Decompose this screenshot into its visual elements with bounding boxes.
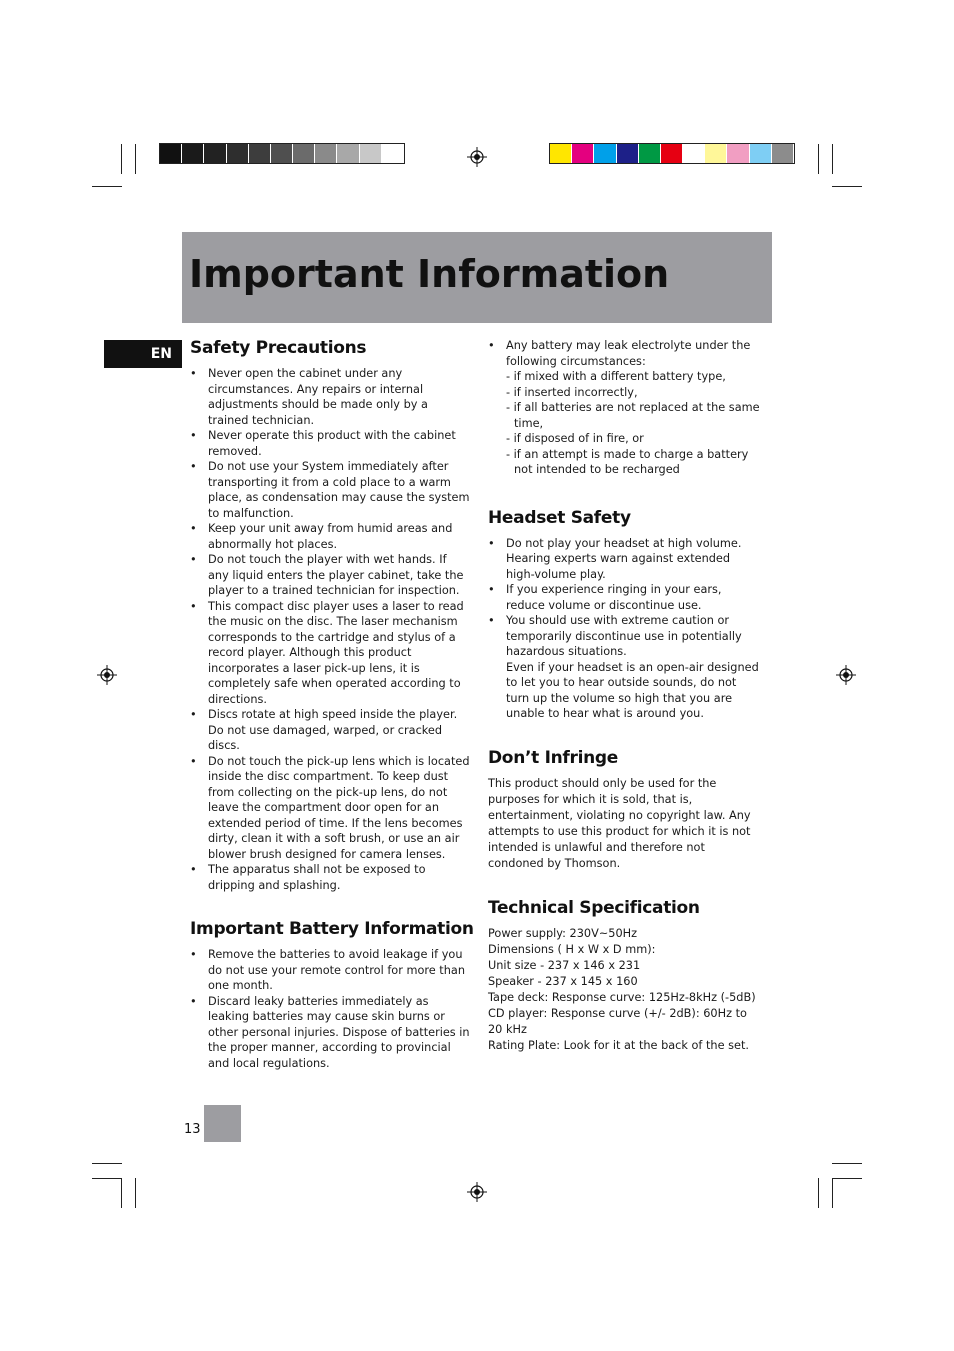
color-swatch xyxy=(617,144,639,163)
battery-list xyxy=(190,947,470,1071)
leak-condition: - if inserted incorrectly, xyxy=(506,385,638,399)
color-swatch xyxy=(705,144,727,163)
spec-line: Tape deck: Response curve: 125Hz-8kHz (-5dB) xyxy=(488,990,756,1004)
page-number: 13 xyxy=(184,1122,201,1137)
list-item: • The apparatus shall not be exposed to dripping and splashing. xyxy=(190,862,470,893)
spec-line: CD player: Response curve (+/- 2dB): 60Hz to xyxy=(488,1006,747,1020)
battery-leak-list xyxy=(488,338,762,478)
page-title: Important Information xyxy=(189,252,670,296)
list-item: • Discs rotate at high speed inside the player. Do not use damaged, warped, or cracked discs. xyxy=(190,707,470,754)
list-item: • Keep your unit away from humid areas and abnormally hot places. xyxy=(190,521,470,552)
list-item: • Remove the batteries to avoid leakage if you do not use your remote control for more than one month. xyxy=(190,947,470,994)
list-item: • Do not use your System immediately after transporting it from a cold place to a warm place, as condensation may cause the system to malfunction. xyxy=(190,459,470,521)
color-swatch xyxy=(772,144,794,163)
section-heading: Safety Precautions xyxy=(190,338,367,358)
color-swatch xyxy=(293,144,315,163)
battery-section xyxy=(190,919,474,1071)
color-swatch xyxy=(683,144,705,163)
list-item: • Never open the cabinet under any circumstances. Any repairs or internal adjustments should be made only by a trained technician. xyxy=(190,366,470,428)
leak-condition: - if an attempt is made to charge a battery xyxy=(506,447,749,461)
leak-condition: - if all batteries are not replaced at the same xyxy=(506,401,760,414)
language-tab: EN xyxy=(104,340,182,368)
leak-condition: - if mixed with a different battery type, xyxy=(506,370,726,383)
technical-specification-section xyxy=(488,898,762,1054)
list-item: • Never operate this product with the cabinet removed. xyxy=(190,428,470,459)
list-item: • You should use with extreme caution or temporarily discontinue use in potentially hazardous situations. Even if your headset is an open-air designed to let you to hear outside sounds, do not turn up the volume so high that you are unable to hear what is around you. xyxy=(488,613,762,722)
process-color-bar xyxy=(549,143,795,164)
spec-line: Speaker - 237 x 145 x 160 xyxy=(488,974,638,988)
dont-infringe-section xyxy=(488,748,762,872)
color-swatch xyxy=(727,144,749,163)
gray-color-bar xyxy=(159,143,405,164)
spec-line: Power supply: 230V~50Hz xyxy=(488,926,638,940)
color-swatch xyxy=(594,144,616,163)
headset-extra-text: Even if your headset is an open-air designed to let you to hear outside sounds, do not turn up the volume so high that you are unable to hear what is around you. xyxy=(506,660,759,720)
color-swatch xyxy=(639,144,661,163)
color-swatch xyxy=(227,144,249,163)
registration-mark-icon xyxy=(467,147,487,167)
section-heading: Headset Safety xyxy=(488,507,631,528)
headset-safety-section xyxy=(488,508,762,722)
leak-condition: not intended to be recharged xyxy=(514,463,680,476)
leak-condition: - if disposed of in fire, or xyxy=(506,432,644,445)
color-swatch xyxy=(661,144,683,163)
color-swatch xyxy=(750,144,772,163)
battery-leak-intro: Any battery may leak electrolyte under the following circumstances: xyxy=(506,339,751,368)
registration-mark-icon xyxy=(836,665,856,685)
list-item: • Do not play your headset at high volume. Hearing experts warn against extended high-volume play. xyxy=(488,536,762,583)
list-item: • If you experience ringing in your ears, reduce volume or discontinue use. xyxy=(488,582,762,613)
color-swatch xyxy=(315,144,337,163)
color-swatch xyxy=(182,144,204,163)
color-swatch xyxy=(382,144,404,163)
color-swatch xyxy=(204,144,226,163)
list-item: • Do not touch the player with wet hands. If any liquid enters the player cabinet, take the player to a trained technician for inspection. xyxy=(190,552,470,599)
color-swatch xyxy=(360,144,382,163)
battery-leak-conditions xyxy=(506,369,762,478)
color-swatch xyxy=(572,144,594,163)
safety-precautions-section xyxy=(190,338,470,893)
spec-line: Unit size - 237 x 146 x 231 xyxy=(488,958,641,972)
list-item: • Do not touch the pick-up lens which is located inside the disc compartment. To keep dust from collecting on the pick-up lens, do not leave the compartment door open for an extended period of time. If the lens becomes dirty, clean it with a soft brush, or use an air blower brush designed for camera lenses. xyxy=(190,754,470,863)
spec-line: 20 kHz xyxy=(488,1022,527,1036)
list-item: • This compact disc player uses a laser to read the music on the disc. The laser mechanism corresponds to the cartridge and stylus of a record player. Although this product incorporates a laser pick-up lens, it is completely safe when operated according to directions. xyxy=(190,599,470,708)
infringe-text: This product should only be used for the purposes for which it is sold, that is, entertainment, violating no copyright law. Any attempts to use this product for which it is not intended is unlawful and therefore not condoned by Thomson. xyxy=(488,776,751,870)
page-number-box xyxy=(204,1105,241,1142)
spec-line: Rating Plate: Look for it at the back of the set. xyxy=(488,1038,749,1052)
color-swatch xyxy=(271,144,293,163)
list-item: • Discard leaky batteries immediately as leaking batteries may cause skin burns or other personal injuries. Dispose of batteries in the proper manner, according to provincial and local regulations. xyxy=(190,994,470,1072)
section-heading: Don’t Infringe xyxy=(488,747,619,768)
spec-line: Dimensions ( H x W x D mm): xyxy=(488,942,656,956)
color-swatch xyxy=(249,144,271,163)
list-item xyxy=(488,338,762,478)
safety-list xyxy=(190,366,470,893)
leak-condition: time, xyxy=(514,416,544,430)
tech-spec-lines xyxy=(488,926,762,1054)
color-swatch xyxy=(160,144,182,163)
color-swatch xyxy=(337,144,359,163)
right-column xyxy=(488,338,762,1054)
left-column xyxy=(190,338,474,1071)
registration-mark-icon xyxy=(467,1182,487,1202)
headset-list xyxy=(488,536,762,722)
color-swatch xyxy=(550,144,572,163)
registration-mark-icon xyxy=(97,665,117,685)
section-heading: Important Battery Information xyxy=(190,919,474,939)
section-heading: Technical Specification xyxy=(488,897,700,918)
